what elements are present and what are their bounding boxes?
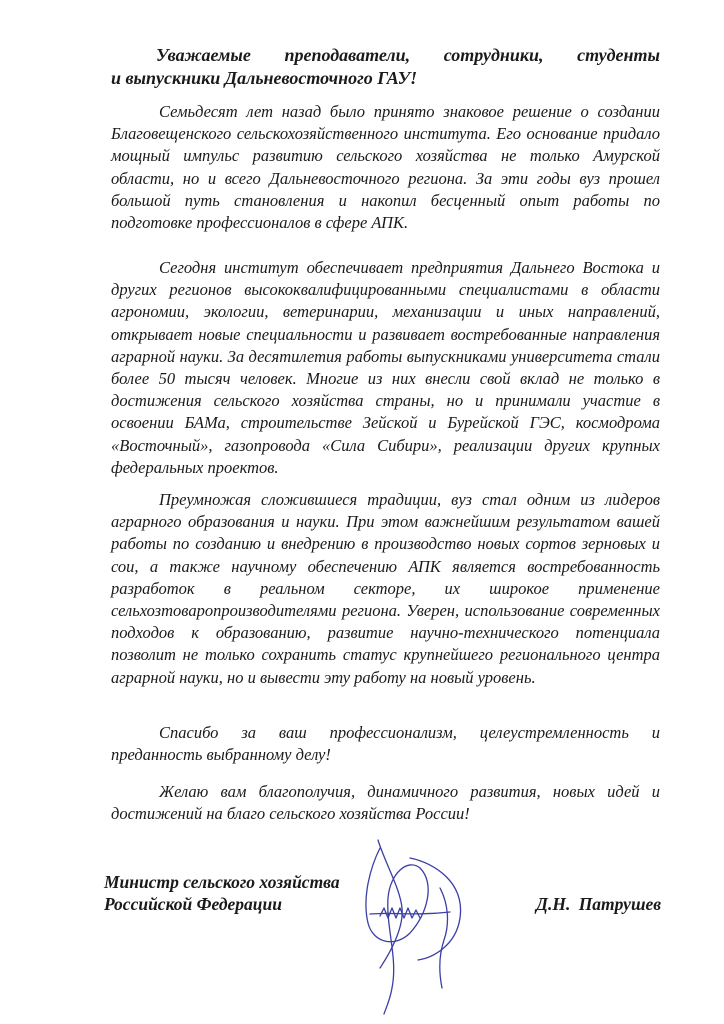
letter-greeting (111, 44, 660, 90)
paragraph-wishes: Желаю вам благополучия, динамичного развития, новых идей и достижений на благо сельского хозяйства России! (111, 782, 660, 824)
greeting-line-2: и выпускники Дальневосточного ГАУ! (111, 68, 418, 88)
signatory-name: Д.Н. Патрушев (536, 894, 662, 914)
signatory-title-line-2: Российской Федерации (104, 894, 282, 914)
paragraph-thanks: Спасибо за ваш профессионализм, целеустремленность и преданность выбранному делу! (111, 723, 660, 765)
signatory-title-line-1: Министр сельского хозяйства (104, 872, 340, 892)
greeting-line-1: Уважаемые преподаватели, сотрудники, студенты (156, 45, 660, 65)
signatory-title (104, 871, 340, 915)
paragraph-traditions: Преумножая сложившиеся традиции, вуз стал одним из лидеров аграрного образования и науки. При этом важнейшим результатом вашей работы по созданию и внедрению в производство новых сортов зерновых и сои, а также научному обеспечению АПК является востребованность разработок в реальном секторе, их широкое применение сельхозтоваропроизводителями региона. Уверен, использование современных подходов к образованию, развитие научно-технического потенциала позволит не только сохранить статус крупнейшего регионального центра аграрной науки, но и вывести эту работу на новый уровень. (111, 490, 660, 687)
paragraph-today: Сегодня институт обеспечивает предприятия Дальнего Востока и других регионов высококвалифицированными специалистами в области агрономии, экологии, ветеринарии, механизации и иных направлений, открывает новые специальности и развивает востребованные направления аграрной науки. За десятилетия работы выпускниками университета стали более 50 тысяч человек. Многие из них внесли свой вклад не только в достижения сельского хозяйства страны, но и принимали участие в освоении БАМа, строительстве Зейской и Бурейской ГЭС, космодрома «Восточный», газопровода «Сила Сибири», реализации других крупных федеральных проектов. (111, 258, 660, 477)
handwritten-signature (340, 828, 490, 1018)
paragraph-founding: Семьдесят лет назад было принято знаковое решение о создании Благовещенского сельскохозяйственного института. Его основание придало мощный импульс развитию сельского хозяйства не только Амурской области, но и всего Дальневосточного региона. За эти годы вуз прошел большой путь становления и накопил бесценный опыт работы по подготовке профессионалов в сфере АПК. (111, 102, 660, 233)
